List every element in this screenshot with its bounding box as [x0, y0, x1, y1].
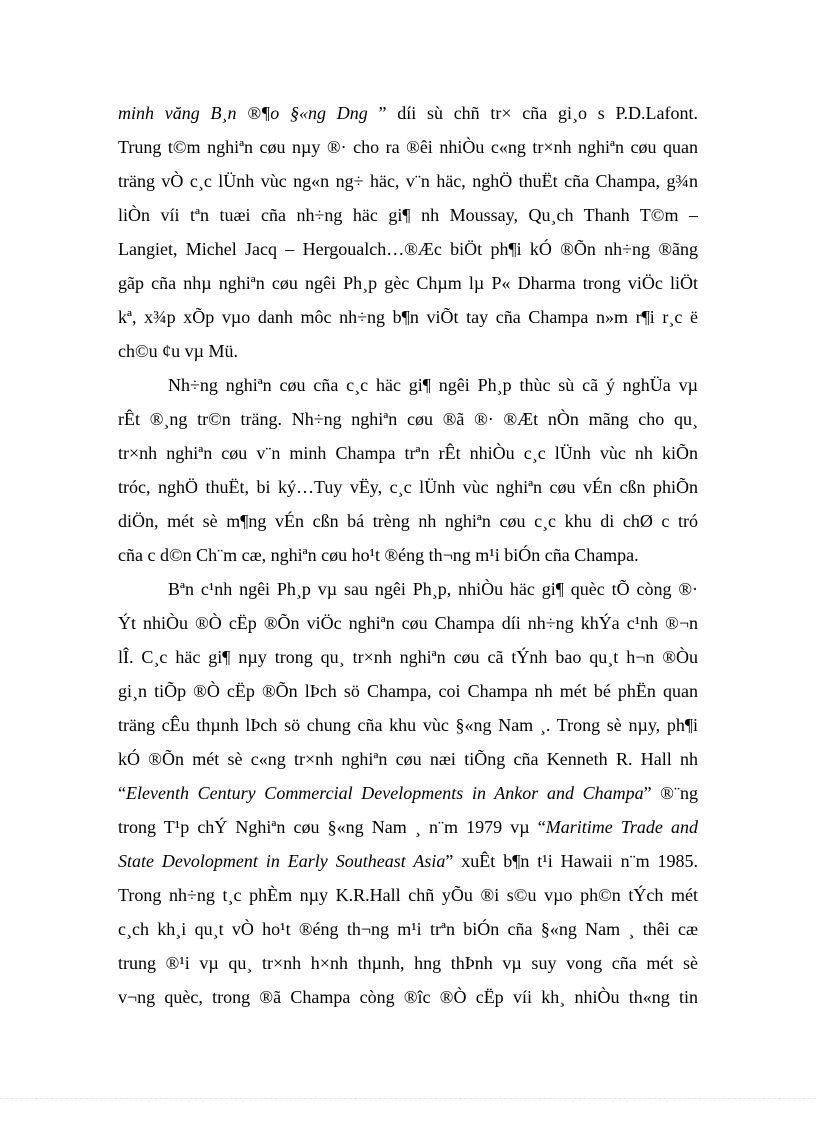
paragraph-1-line-2: Trung t©m nghiªn cøu nµy ®· cho ra ®êi nhiÒu c«ng tr×nh nghiªn cøu quan: [118, 137, 698, 157]
document-body: [118, 96, 698, 1014]
paragraph-3-line-9: State Devolopment in Early Southeast Asia” xuÊt b¶n t¹i Hawaii n¨m 1985.: [118, 851, 698, 871]
paragraph-1-line-7: kª, x¾p xÕp vµo danh môc nh÷ng b¶n viÕt tay cña Champa n»m r¶i r¸c ë: [118, 307, 698, 327]
paragraph-3-line-2: Ýt nhiÒu ®Ò cËp ®Õn viÖc nghiªn cøu Champa díi nh÷ng khÝa c¹nh ®¬n: [118, 613, 698, 633]
paragraph-1-line-8: ch©u ¢u vµ Mü.: [118, 341, 239, 361]
paragraph-1-line-6: gãp cña nhµ nghiªn cøu ngêi Ph¸p gèc Chµm lµ P« Dharma trong viÖc liÖt: [118, 273, 698, 293]
paragraph-1-line-5: Langiet, Michel Jacq – Hergoualch…®Æc biÖt ph¶i kÓ ®Õn nh÷ng ®ãng: [118, 239, 698, 259]
paragraph-2-line-2: rÊt ®¸ng tr©n träng. Nh÷ng nghiªn cøu ®ã ®· ®Æt nÒn mãng cho qu¸: [118, 409, 698, 429]
paragraph-2-line-1: Nh÷ng nghiªn cøu cña c¸c häc gi¶ ngêi Ph¸p thùc sù cã ý nghÜa vµ: [168, 375, 698, 395]
paragraph-2-line-5: diÖn, mét sè m¶ng vÉn cßn bá trèng nh nghiªn cøu c¸c khu di chØ c tró: [118, 511, 698, 531]
paragraph-3-line-3: lÎ. C¸c häc gi¶ nµy trong qu¸ tr×nh nghiªn cøu cã tÝnh bao qu¸t h¬n ®Òu: [118, 647, 698, 667]
paragraph-3-line-10: Trong nh÷ng t¸c phÈm nµy K.R.Hall chñ yÕu ®i s©u vµo ph©n tÝch mét: [118, 885, 698, 905]
paragraph-3-line-13: v¬ng quèc, trong ®ã Champa còng ®îc ®Ò cËp víi kh¸ nhiÒu th«ng tin: [118, 987, 698, 1007]
paragraph-2-line-3: tr×nh nghiªn cøu v¨n minh Champa trªn rÊt nhiÒu c¸c lÜnh vùc nh kiÕn: [118, 443, 698, 463]
paragraph-3-line-12: trung ®¹i vµ qu¸ tr×nh h×nh thµnh, hng thÞnh vµ suy vong cña mét sè: [118, 953, 698, 973]
paragraph-2-line-6: cña c d©n Ch¨m cæ, nghiªn cøu ho¹t ®éng th¬ng m¹i biÓn cña Champa.: [118, 545, 639, 565]
italic-book-title-part-2: State Devolopment in Early Southeast Asia: [118, 851, 446, 871]
paragraph-1-line-3: träng vÒ c¸c lÜnh vùc ng«n ng÷ häc, v¨n häc, nghÖ thuËt cña Champa, g¾n: [118, 171, 698, 191]
paragraph-3-line-6: kÓ ®Õn mét sè c«ng tr×nh nghiªn cøu næi tiÕng cña Kenneth R. Hall nh: [118, 749, 698, 769]
paragraph-3-line-1: Bªn c¹nh ngêi Ph¸p vµ sau ngêi Ph¸p, nhiÒu häc gi¶ quèc tÕ còng ®·: [168, 579, 698, 599]
paragraph-3-line-4: gi¸n tiÕp ®Ò cËp ®Õn lÞch sö Champa, coi Champa nh mét bé phËn quan: [118, 681, 698, 701]
paragraph-2-line-4: tróc, nghÖ thuËt, bi ký…Tuy vËy, c¸c lÜnh vùc nghiªn cøu vÉn cßn phiÕn: [118, 477, 698, 497]
italic-title: minh văng B¸n ®¶o §«ng Dng: [118, 103, 368, 123]
paragraph-3-line-7: “Eleventh Century Commercial Developments in Ankor and Champa” ®¨ng: [118, 783, 698, 803]
paragraph-1-line-4: liÒn víi tªn tuæi cña nh÷ng häc gi¶ nh Moussay, Qu¸ch Thanh T©m –: [118, 205, 698, 225]
page-bottom-rule: [0, 1098, 816, 1099]
italic-book-title-part-1: Maritime Trade and: [545, 817, 698, 837]
paragraph-1-line-1: minh văng B¸n ®¶o §«ng Dng ” díi sù chñ tr× cña gi¸o s P.D.Lafont.: [118, 103, 698, 123]
paragraph-3-line-5: träng cÊu thµnh lÞch sö chung cña khu vùc §«ng Nam ¸. Trong sè nµy, ph¶i: [118, 715, 698, 735]
italic-article-title: Eleventh Century Commercial Developments in Ankor and Champa: [126, 783, 644, 803]
paragraph-3-line-11: c¸ch kh¸i qu¸t vÒ ho¹t ®éng th¬ng m¹i trªn biÓn cña §«ng Nam ¸ thêi cæ: [118, 919, 698, 939]
paragraph-3-line-8: trong T¹p chÝ Nghiªn cøu §«ng Nam ¸ n¨m 1979 vµ “Maritime Trade and: [118, 817, 698, 837]
